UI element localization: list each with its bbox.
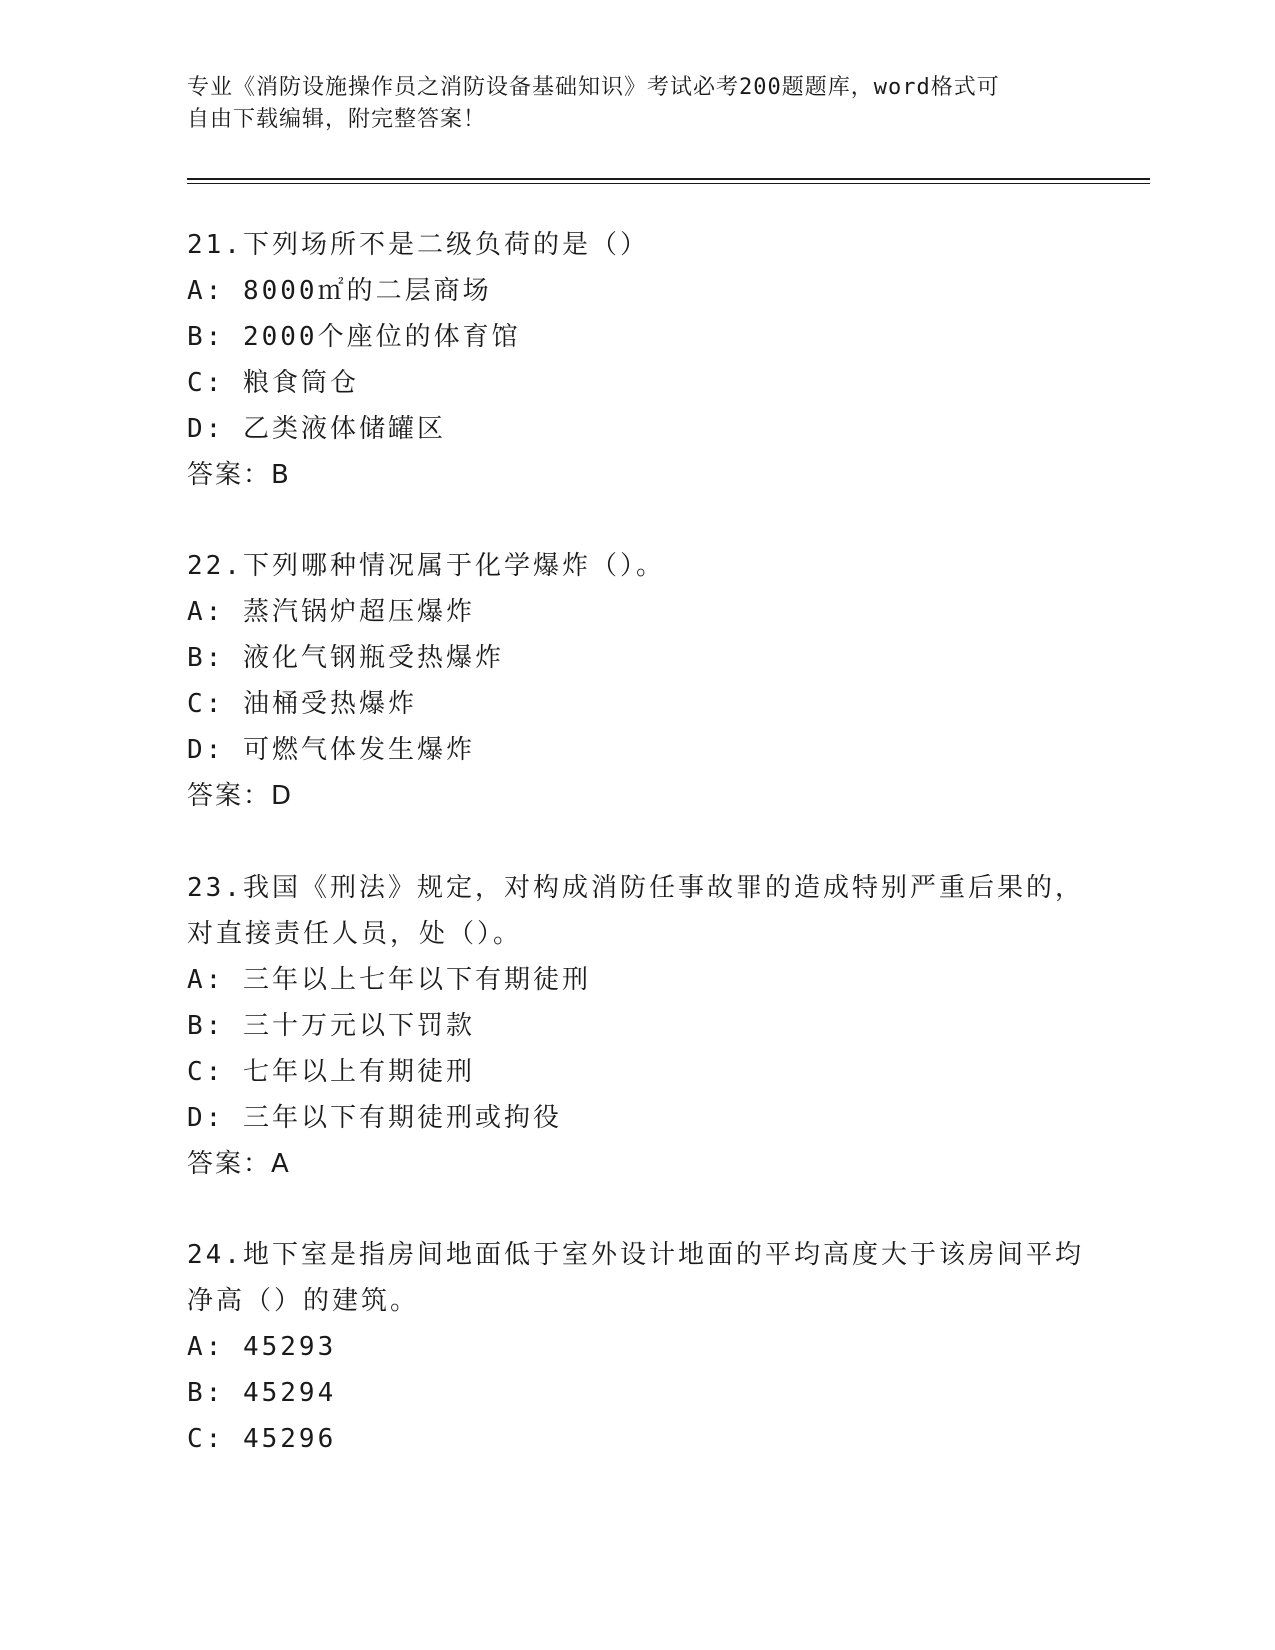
option-d: D: 可燃气体发生爆炸 xyxy=(187,735,475,765)
option-a: A: 8000㎡的二层商场 xyxy=(187,276,492,306)
header-line-1: 专业《消防设施操作员之消防设备基础知识》考试必考200题题库，word格式可 xyxy=(187,75,1000,100)
answer-line: 答案：D xyxy=(187,781,294,811)
question-24 xyxy=(187,1232,1087,1462)
option-b: B: 2000个座位的体育馆 xyxy=(187,322,521,352)
question-stem-line-2: 对直接责任人员，处（）。 xyxy=(187,919,523,949)
option-a: A: 三年以上七年以下有期徒刑 xyxy=(187,965,591,995)
answer-line: 答案：B xyxy=(187,460,291,490)
option-b: B: 三十万元以下罚款 xyxy=(187,1011,475,1041)
option-c: C: 油桶受热爆炸 xyxy=(187,689,417,719)
question-stem-line-1: 23.我国《刑法》规定，对构成消防任事故罪的造成特别严重后果的， xyxy=(187,873,1084,903)
option-d: D: 乙类液体储罐区 xyxy=(187,414,446,444)
option-b: B: 45294 xyxy=(187,1378,337,1408)
header-line-2: 自由下载编辑，附完整答案！ xyxy=(187,107,487,132)
option-c: C: 粮食筒仓 xyxy=(187,368,359,398)
question-23 xyxy=(187,865,1087,1187)
question-22 xyxy=(187,543,1087,819)
option-d: D: 三年以下有期徒刑或拘役 xyxy=(187,1103,562,1133)
question-stem: 22.下列哪种情况属于化学爆炸（）。 xyxy=(187,551,665,581)
document-header xyxy=(187,72,1087,136)
question-stem-line-2: 净高（）的建筑。 xyxy=(187,1286,420,1316)
option-b: B: 液化气钢瓶受热爆炸 xyxy=(187,643,504,673)
option-c: C: 45296 xyxy=(187,1424,337,1454)
option-a: A: 蒸汽锅炉超压爆炸 xyxy=(187,597,475,627)
header-divider-thick xyxy=(187,178,1150,180)
answer-line: 答案：A xyxy=(187,1149,291,1179)
question-21 xyxy=(187,222,1087,498)
question-stem-line-1: 24.地下室是指房间地面低于室外设计地面的平均高度大于该房间平均 xyxy=(187,1240,1084,1270)
option-a: A: 45293 xyxy=(187,1332,337,1362)
question-stem: 21.下列场所不是二级负荷的是（） xyxy=(187,230,649,260)
option-c: C: 七年以上有期徒刑 xyxy=(187,1057,475,1087)
header-divider-thin xyxy=(187,183,1150,184)
